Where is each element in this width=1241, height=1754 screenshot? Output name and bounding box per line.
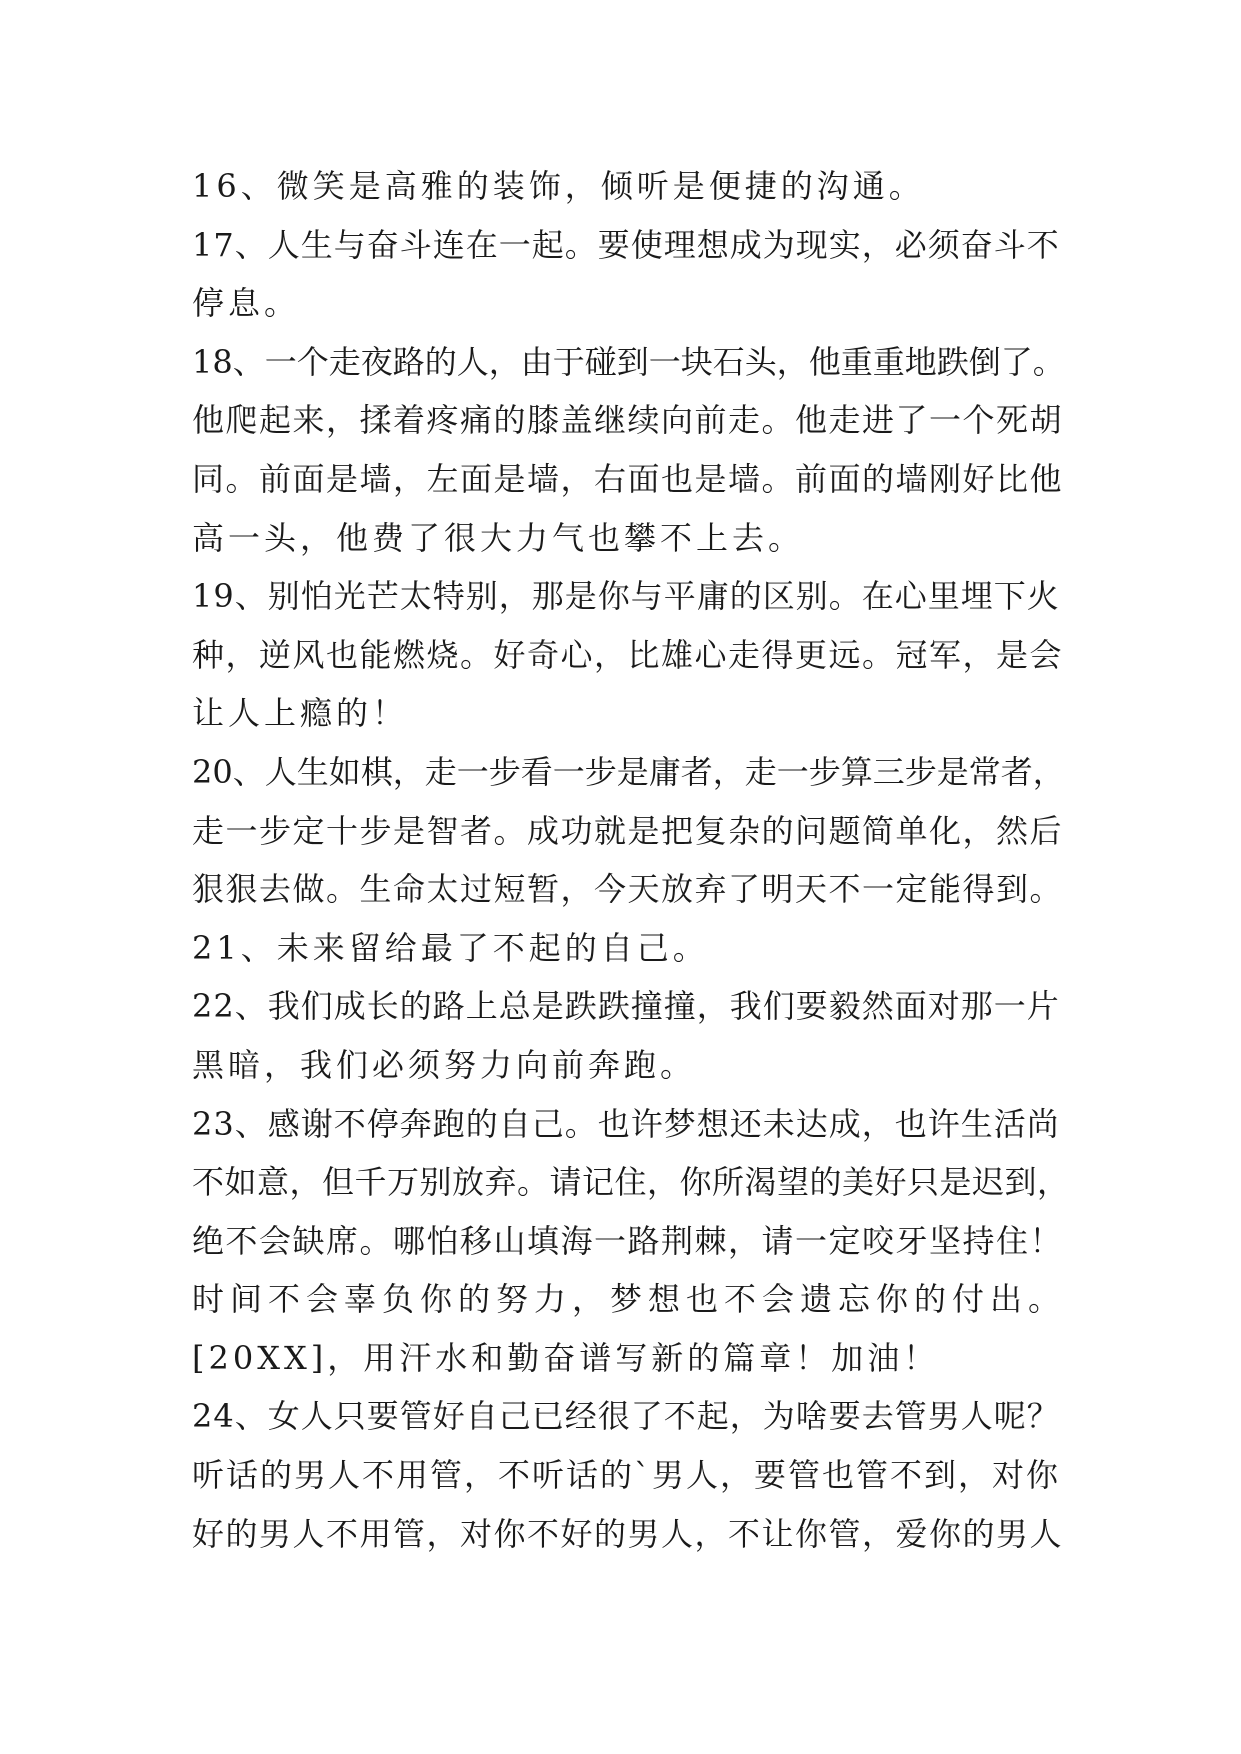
text-line: 17、人生与奋斗连在一起。要使理想成为现实，必须奋斗不 (192, 225, 1060, 264)
text-line: 让人上瘾的！ (192, 694, 409, 733)
text-line: 他爬起来，揉着疼痛的膝盖继续向前走。他走进了一个死胡 (192, 401, 1064, 440)
text-line: 好的男人不用管，对你不好的男人，不让你管，爱你的男人 (192, 1514, 1064, 1553)
text-line: 听话的男人不用管，不听话的`男人，要管也管不到，对你 (192, 1456, 1061, 1495)
text-line: 时间不会辜负你的努力，梦想也不会遗忘你的付出。 (192, 1280, 1067, 1319)
text-line: 22、我们成长的路上总是跌跌撞撞，我们要毅然面对那一片 (192, 987, 1060, 1026)
text-line: 同。前面是墙，左面是墙，右面也是墙。前面的墙刚好比他 (192, 459, 1064, 498)
text-line: 狠狠去做。生命太过短暂，今天放弃了明天不一定能得到。 (192, 870, 1064, 909)
text-line: 种，逆风也能燃烧。好奇心，比雄心走得更远。冠军，是会 (192, 635, 1064, 674)
text-line: 20、人生如棋，走一步看一步是庸者，走一步算三步是常者， (192, 752, 1065, 791)
text-line: 不如意，但千万别放弃。请记住，你所渴望的美好只是迟到， (192, 1163, 1070, 1202)
text-line: 走一步定十步是智者。成功就是把复杂的问题简单化，然后 (192, 811, 1064, 850)
text-line: 停息。 (192, 284, 301, 323)
text-line: 16、微笑是高雅的装饰，倾听是便捷的沟通。 (192, 167, 925, 205)
text-line: 21、未来留给最了不起的自己。 (192, 928, 709, 967)
text-line: 19、别怕光芒太特别，那是你与平庸的区别。在心里埋下火 (192, 577, 1060, 616)
text-line: 绝不会缺席。哪怕移山填海一路荆棘，请一定咬牙坚持住！ (192, 1221, 1064, 1260)
document-body (192, 157, 1072, 1563)
text-line: 18、一个走夜路的人，由于碰到一块石头，他重重地跌倒了。 (192, 342, 1065, 381)
text-line: 黑暗，我们必须努力向前奔跑。 (192, 1045, 697, 1084)
text-line: [20XX]，用汗水和勤奋谱写新的篇章！加油！ (192, 1338, 940, 1377)
text-line: 高一头，他费了很大力气也攀不上去。 (192, 518, 805, 557)
text-line: 23、感谢不停奔跑的自己。也许梦想还未达成，也许生活尚 (192, 1104, 1060, 1143)
text-line: 24、女人只要管好自己已经很了不起，为啥要去管男人呢？ (192, 1397, 1060, 1436)
